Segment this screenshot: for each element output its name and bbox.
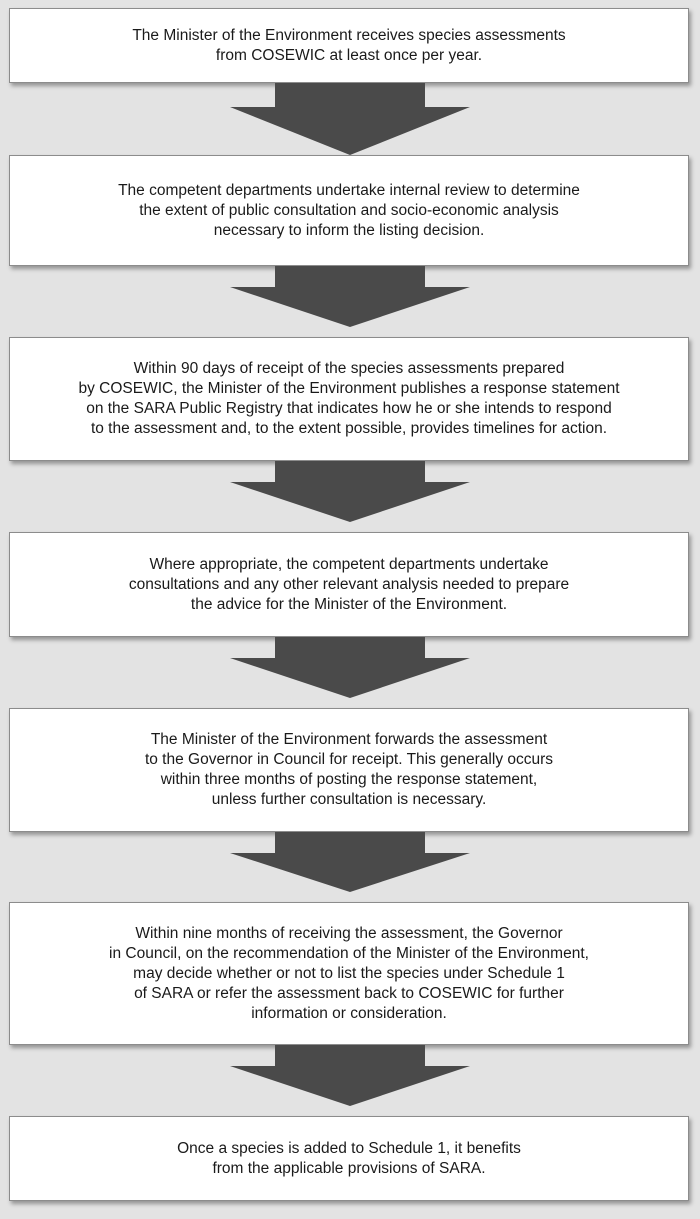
step-3-box [9, 337, 689, 461]
step-7-text: Once a species is added to Schedule 1, it benefits from the applicable provisions of SARA. [177, 1139, 521, 1177]
down-arrow-icon [230, 83, 470, 155]
step-5-text: The Minister of the Environment forwards the assessment to the Governor in Council for receipt. This generally occurs within three months of posting the response statement, unless further consultation is necessary. [144, 731, 554, 808]
down-arrow-icon [230, 266, 470, 327]
down-arrow-icon [230, 1045, 470, 1106]
step-4-text: Where appropriate, the competent departments undertake consultations and any other relevant analysis needed to prepare the advice for the Minister of the Environment. [128, 555, 570, 613]
step-6-box [9, 902, 689, 1045]
step-6-text: Within nine months of receiving the assessment, the Governor in Council, on the recommendation of the Minister of the Environment, may decide whether or not to list the species under Schedule 1 of SARA or refer the assessment back to COSEWIC for further information or consideration. [109, 924, 589, 1022]
down-arrow-icon [230, 832, 470, 892]
down-arrow-icon [230, 461, 470, 522]
step-3-text: Within 90 days of receipt of the species assessments prepared by COSEWIC, the Minister of the Environment publishes a response statement on the SARA Public Registry that indicates how he or she intends to respond to the assessment and, to the extent possible, provides timelines for action. [78, 360, 620, 437]
step-4-box [9, 532, 689, 637]
step-5-box [9, 708, 689, 832]
step-2-box [9, 155, 689, 266]
step-2-text: The competent departments undertake internal review to determine the extent of public consultation and socio-economic analysis necessary to inform the listing decision. [118, 181, 580, 239]
down-arrow-icon [230, 637, 470, 698]
step-1-box [9, 8, 689, 83]
step-1-text: The Minister of the Environment receives species assessments from COSEWIC at least once per year. [132, 26, 566, 64]
step-7-box [9, 1116, 689, 1201]
